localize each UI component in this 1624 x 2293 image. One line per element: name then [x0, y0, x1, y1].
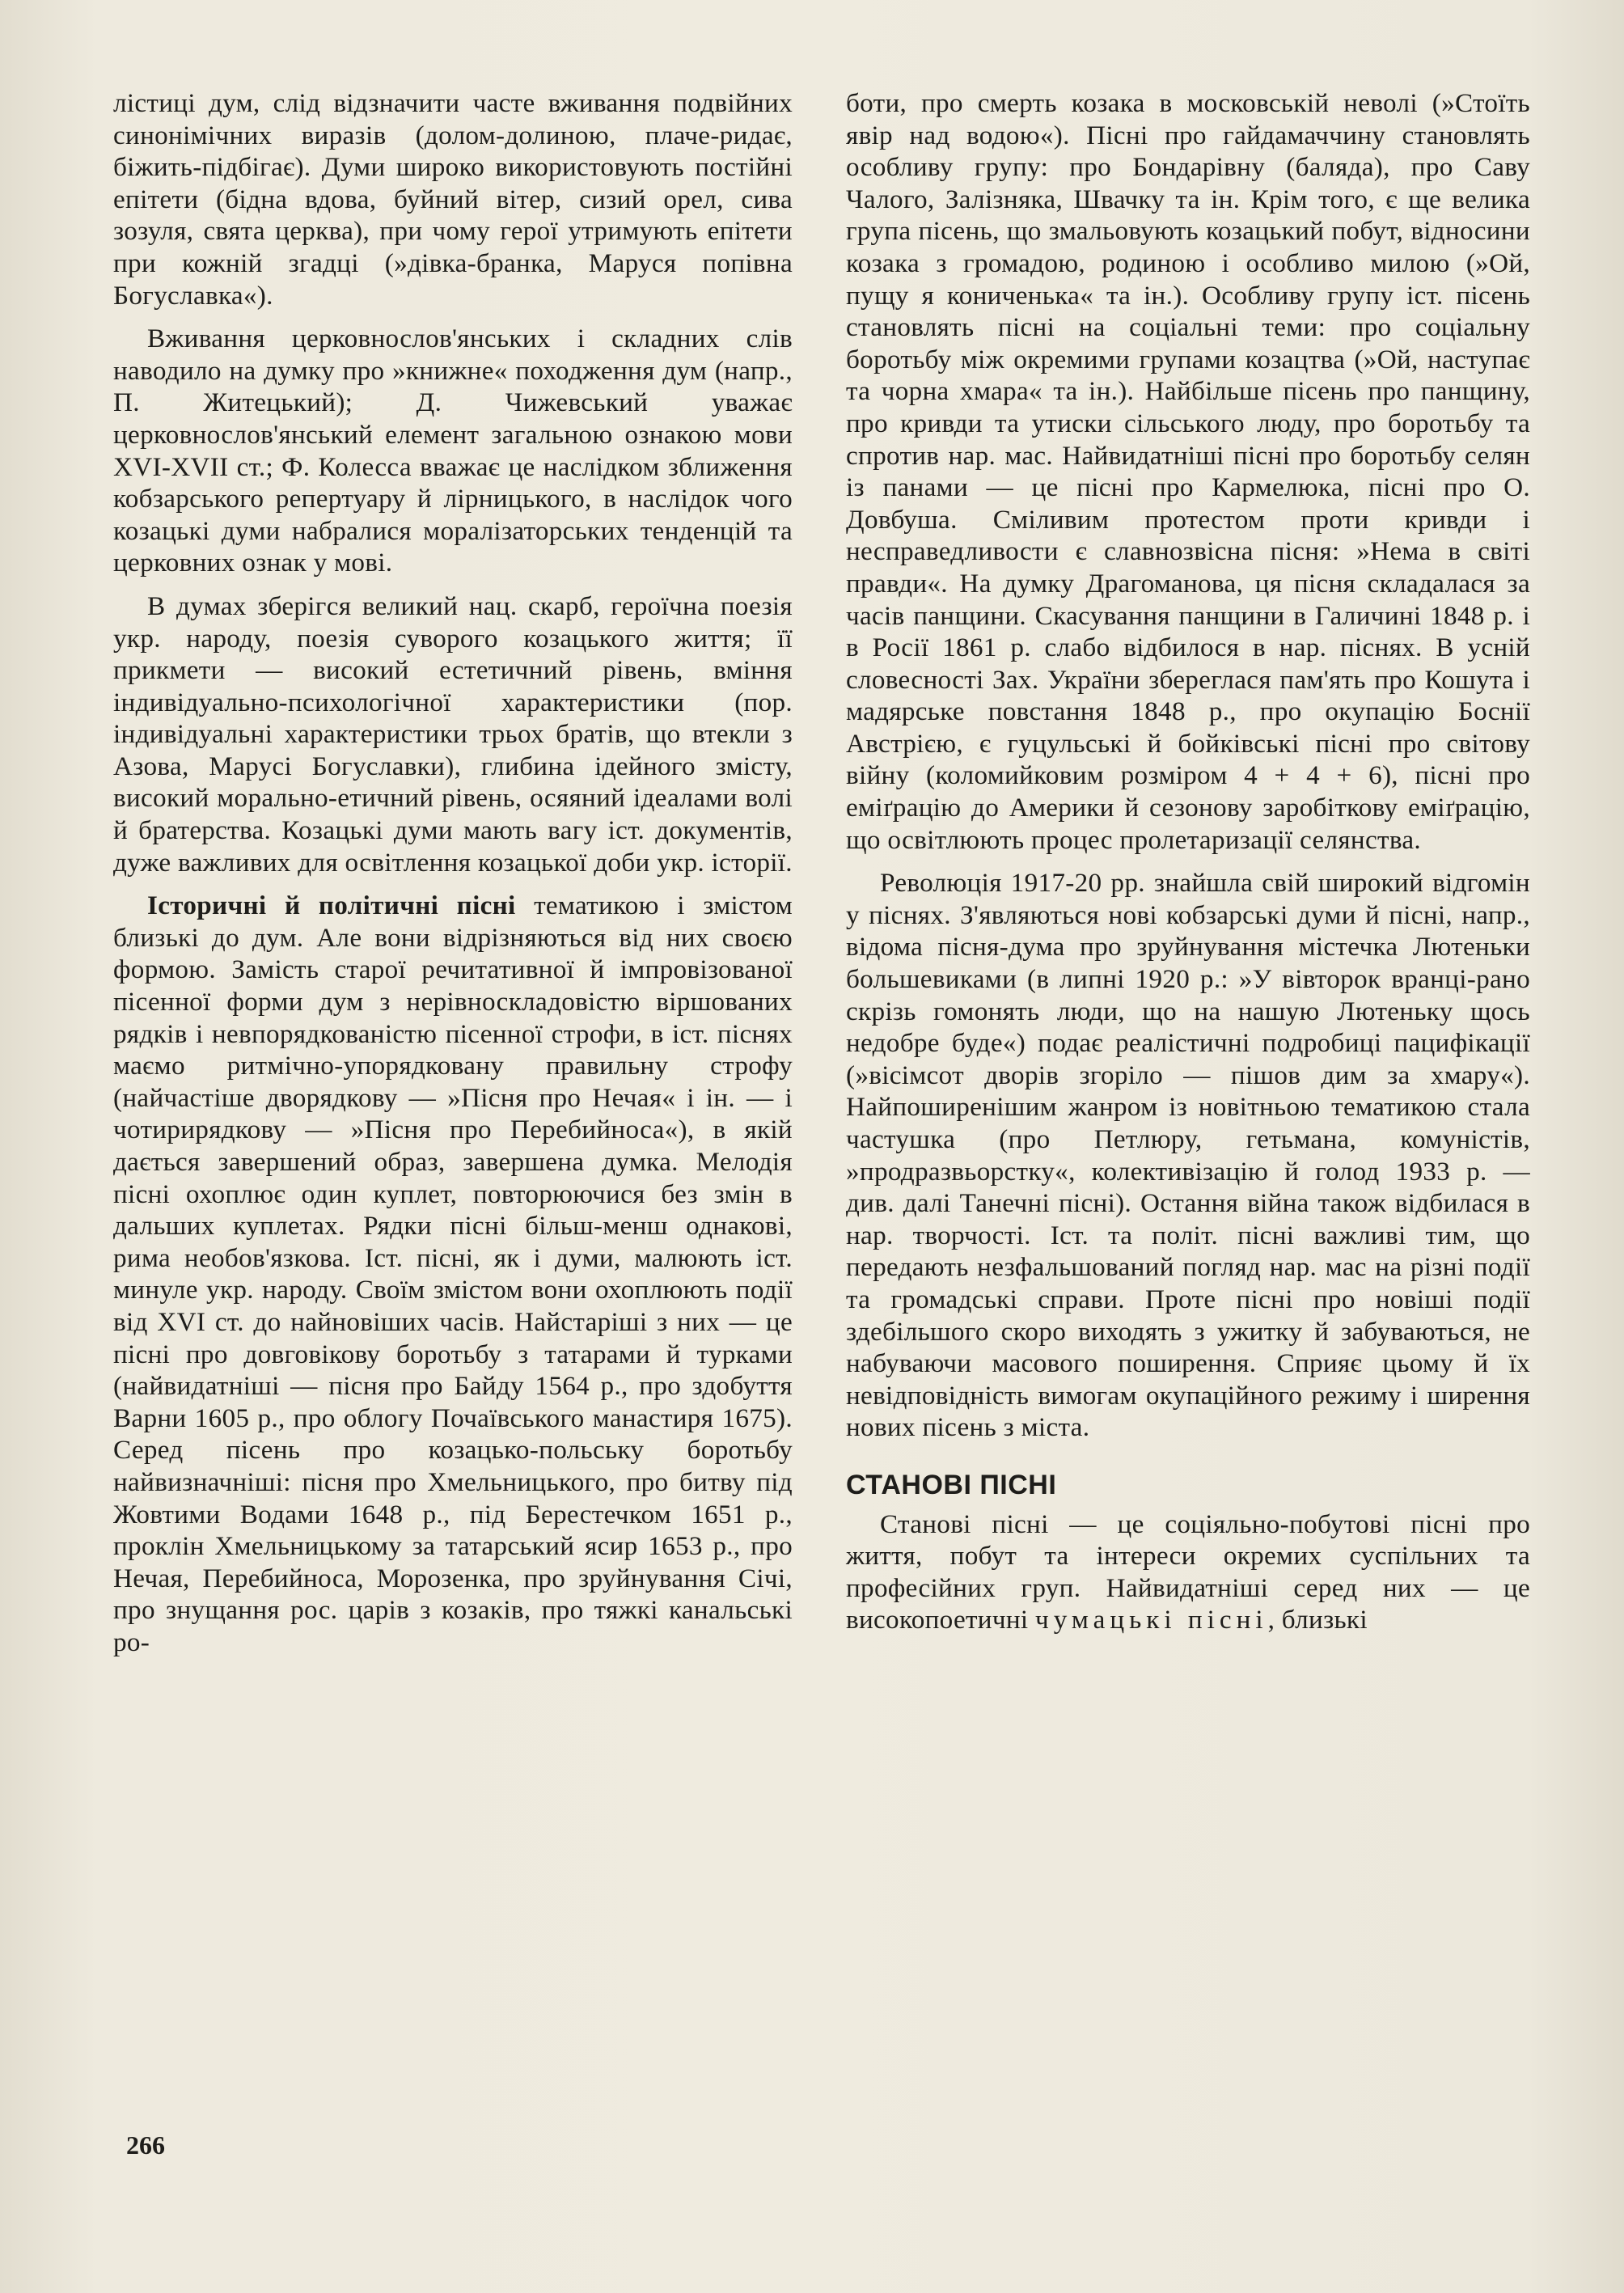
section-heading: СТАНОВІ ПІСНІ	[846, 1469, 1057, 1500]
page-number: 266	[126, 2130, 165, 2160]
paragraph-duma-style: лістиці дум, слід відзначити часте вживання подвійних синонімічних виразів (долом-долиною, плаче-ридає, біжить-підбігає). Думи широко використовують постійні епітети (бідна вдова, буйний вітер, сизий орел, сива зозуля, свята церква), при чому герої утримують епітети при кожній згадці (»дівка-бранка, Маруся попівна Богуславка«).	[113, 88, 793, 311]
term-chumak-songs: чумацькі пісні	[1035, 1605, 1268, 1635]
paragraph-historical-songs-text: тематикою і змістом близькі до дум. Але вони відрізняються від них своєю формою. Замість старої речитативної й імпровізованої пісенної форми дум з нерівноскладовістю віршованих рядків і невпорядкованістю пісенної строфи, в іст. піснях маємо ритмічно-упорядковану правильну строфу (найчастіше дворядкову — »Пісня про Нечая« і ін. — і чотирирядкову — »Пісня про Перебийноса«), в якій дається завершений образ, завершена думка. Мелодія пісні охоплює один куплет, повторюючися без змін в дальших куплетах. Рядки пісні більш-менш однакові, рима необов'язкова. Іст. пісні, як і думи, малюють іст. минуле укр. народу. Своїм змістом вони охоплюють події від XVI ст. до найновіших часів. Найстаріші з них — це пісні про довговікову боротьбу з татарами й турками (найвидатніші — пісня про Байду 1564 р., про здобуття Варни 1605 р., про облогу Почаївського манастиря 1675). Серед пісень про козацько-польську боротьбу найвизначніші: пісня про Хмельницького, про битву під Жовтими Водами 1648 р., під Берестечком 1651 р., проклін Хмельницькому за татарський ясир 1653 р., про Нечая, Перебийноса, Морозенка, про зруйнування Січі, про знущання рос. царів з козаків, про тяжкі канальські ро-	[113, 891, 793, 1657]
right-column	[846, 87, 1530, 1636]
paragraph-revolution-songs: Революція 1917-20 рр. знайшла свій широкий відгомін у піснях. З'являються нові кобзарські думи й пісні, напр., відома пісня-дума про зруйнування містечка Лютеньки большевиками (в липні 1920 р.: »У вівторок вранці-рано скрізь гомонять люди, що на нашую Лютеньку щось недобре буде«) подає реалістичні подробиці пацифікації (»вісімсот дворів згоріло — пішов дим за хмару«). Найпоширенішим жанром із новітньою тематикою стала частушка (про Петлюру, гетьмана, комуністів, »продразвьорстку«, колективізацію й голод 1933 р. — див. далі Танечні пісні). Остання війна також відбилася в нар. творчості. Іст. та політ. пісні важливі тим, що передають незфальшований погляд нар. мас на різні події та громадські справи. Проте пісні про новіші події здебільшого скоро виходять з ужитку й забуваються, не набуваючи масового поширення. Сприяє цьому й їх невідповідність вимогам окупаційного режиму і ширення нових пісень з міста.	[846, 868, 1530, 1443]
term-historical-political-songs: Історичні й політичні пісні	[147, 891, 516, 921]
paragraph-songs-continued: боти, про смерть козака в московській неволі (»Стоїть явір над водою«). Пісні про гайдамаччину становлять особливу групу: про Бондарівну (баляда), про Саву Чалого, Залізняка, Швачку та ін. Крім того, є ще велика група пісень, що змальовують козацький побут, відносини козака з громадою, родиною і особливо милою (»Ой, пущу я кониченька« та ін.). Особливу групу іст. пісень становлять пісні на соціальні теми: про соціальну боротьбу між окремими групами козацтва (»Ой, наступає та чорна хмара« та ін.). Найбільше пісень про панщину, про кривди та утиски сільського люду, про боротьбу та спротив нар. мас. Найвидатніші пісні про боротьбу селян із панами — це пісні про Кармелюка, пісні про О. Довбуша. Сміливим протестом проти кривди і несправедливости є славнозвісна пісня: »Нема в світі правди«. На думку Драгоманова, ця пісня складалася за часів панщини. Скасування панщини в Галичині 1848 р. і в Росії 1861 р. слабо відбилося в нар. піснях. В усній словесності Зах. України збереглася пам'ять про Кошута і мадярське повстання 1848 р., про окупацію Боснії Австрією, є гуцульські й бойківські пісні про світову війну (коломийковим розміром 4 + 4 + 6), пісні про еміґрацію до Америки й сезонову заробіткову еміґрацію, що освітлюють процес пролетаризації селянства.	[846, 88, 1530, 855]
paragraph-estate-songs-start: Станові пісні — це соціяльно-побутові пісні про життя, побут та інтереси окремих суспільних та професійних груп. Найвидатніші серед них — це високопоетичні	[846, 1508, 1530, 1635]
paragraph-church-slavonic: Вживання церковнослов'янських і складних слів наводило на думку про »книжне« походження дум (напр., П. Житецький); Д. Чижевський уважає церковнослов'янський елемент загальною ознакою мови XVI-XVII ст.; Ф. Колесса вважає це наслідком зближення кобзарського репертуару й лірницького, в наслідок чого козацькі думи набралися моралізаторських тенденцій та церковних ознак у мові.	[113, 324, 793, 578]
paragraph-historical-songs	[113, 890, 793, 1658]
paragraph-estate-songs	[846, 1508, 1530, 1636]
left-column	[113, 87, 793, 1659]
paragraph-estate-songs-end: , близькі	[1267, 1605, 1368, 1635]
paragraph-national-treasure: В думах зберігся великий нац. скарб, героїчна поезія укр. народу, поезія суворого козацького життя; її прикмети — високий естетичний рівень, вміння індивідуально-психологічної характеристики (пор. індивідуальні характеристики трьох братів, що втекли з Азова, Марусі Богуславки), глибина ідейного змісту, високий морально-етичний рівень, осяяний ідеалами волі й братерства. Козацькі думи мають вагу іст. документів, дуже важливих для освітлення козацької доби укр. історії.	[113, 590, 793, 878]
